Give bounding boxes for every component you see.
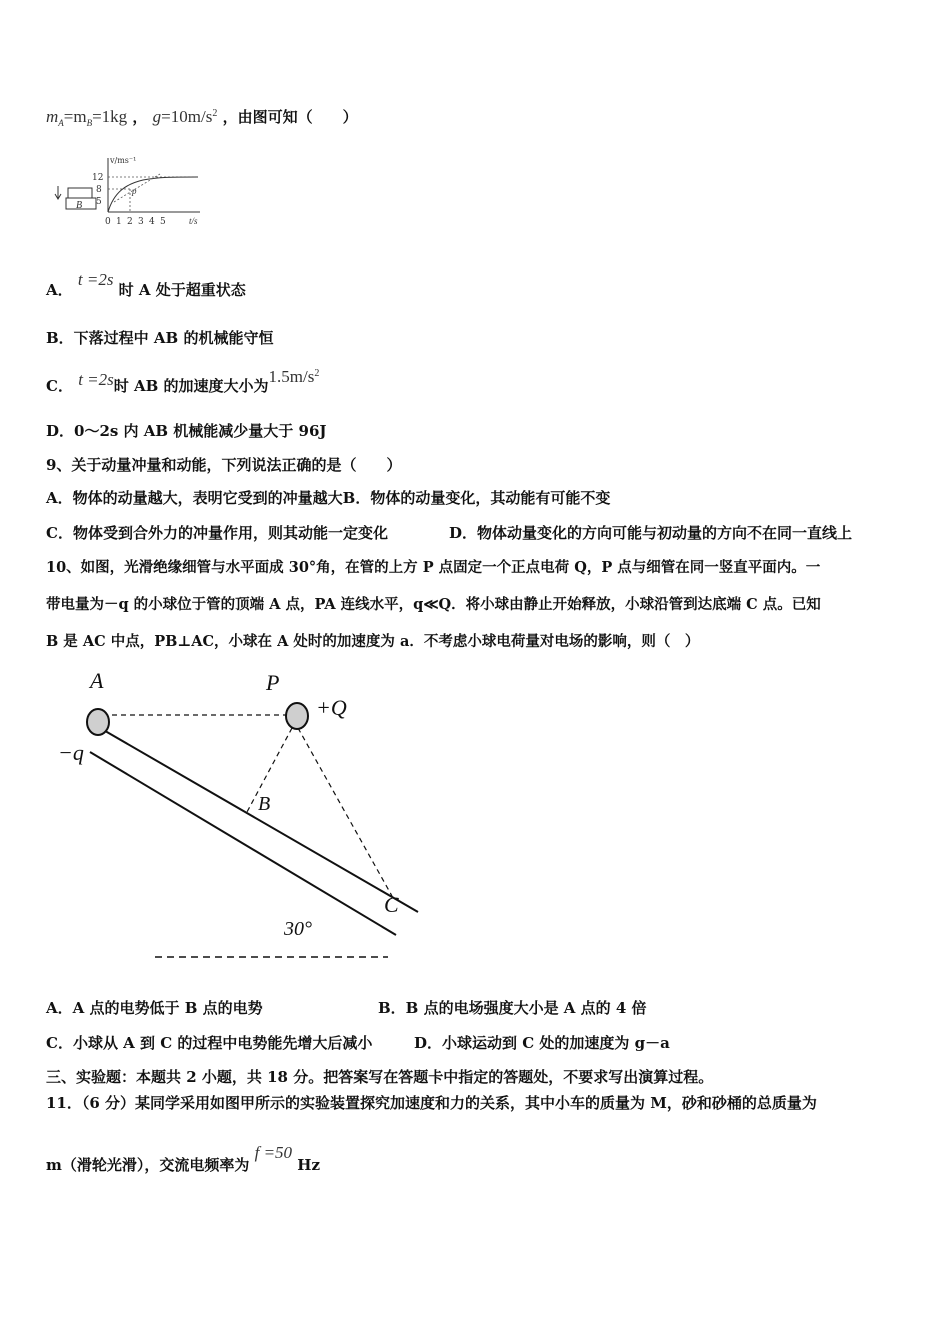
block-label: B (76, 200, 83, 211)
q9-option-a-b: A．物体的动量越大，表明它受到的冲量越大B．物体的动量变化，其动能有可能不变 (46, 489, 611, 507)
q9-option-d: D．物体动量变化的方向可能与初动量的方向不在同一直线上 (449, 524, 853, 542)
q10-option-d: D．小球运动到 C 处的加速度为 g－a (414, 1034, 670, 1052)
label-q-minus: −q (58, 740, 84, 765)
q8-option-c-math: t =2s (78, 370, 114, 389)
mass-b-sub: B (86, 118, 93, 128)
q8-option-b: B．下落过程中 AB 的机械能守恒 (46, 329, 274, 347)
y-tick-8: 8 (96, 185, 102, 195)
g-symbol: g (152, 107, 162, 126)
q11-frequency-math: f =50 (254, 1143, 293, 1162)
q8-option-c-text: 时 AB 的加速度大小为 (113, 377, 269, 395)
q11-unit: Hz (297, 1156, 320, 1174)
q8-option-c-value: 1.5m/s (268, 367, 315, 386)
x-tick-1: 1 (116, 217, 122, 227)
x-tick-4: 4 (149, 217, 155, 227)
g-value: =10m/s (161, 107, 213, 126)
q8-option-a-text: 时 A 处于超重状态 (118, 281, 246, 299)
label-angle: 30° (284, 918, 312, 940)
x-tick-2: 2 (127, 217, 133, 227)
q9-option-c: C．物体受到合外力的冲量作用，则其动能一定变化 (46, 524, 388, 542)
q8-option-a (46, 270, 246, 300)
label-p: P (266, 670, 280, 695)
given-tail: ，由图可知（ ） (222, 108, 358, 126)
label-a: A (90, 668, 104, 693)
tube-lower-line (90, 752, 396, 935)
q11-stem-line2 (46, 1143, 320, 1175)
q10-option-b: B．B 点的电场强度大小是 A 点的 4 倍 (378, 999, 647, 1017)
q10-stem-line1: 10、如图，光滑绝缘细管与水平面成 30°角，在管的上方 P 点固定一个正点电荷 Q，P 点与细管在同一竖直平面内。一 (46, 559, 821, 576)
label-q-plus: +Q (316, 695, 347, 720)
q8-given-line (46, 104, 358, 133)
graph-ylabel: v/ms⁻¹ (110, 156, 137, 165)
q8-option-c (46, 367, 320, 396)
q8-option-d: D．0～2s 内 AB 机械能减少量大于 96J (46, 422, 327, 440)
g-exp: 2 (212, 108, 218, 119)
y-tick-5: 5 (96, 197, 102, 207)
q8-option-c-prefix: C． (46, 377, 73, 395)
velocity-curve (108, 177, 198, 212)
q9-stem: 9、关于动量冲量和动能，下列说法正确的是（ ） (46, 456, 402, 474)
q11-stem-line2-a: m（滑轮光滑），交流电频率为 (46, 1156, 250, 1174)
inclined-tube-figure (40, 660, 440, 970)
x-tick-5: 5 (160, 217, 166, 227)
q10-stem-line3: B 是 AC 中点，PB⊥AC，小球在 A 处时的加速度为 a．不考虑小球电荷量对电场的影响，则（ ） (46, 633, 700, 650)
y-tick-12: 12 (92, 173, 104, 183)
q8-option-c-exp: 2 (314, 368, 320, 379)
section-3-heading: 三、实验题：本题共 2 小题，共 18 分。把答案写在答题卡中指定的答题处，不要求写出演算过程。 (46, 1068, 714, 1086)
mass-eq: =m (63, 107, 87, 126)
point-label: p (132, 186, 137, 196)
x-tick-3: 3 (138, 217, 144, 227)
ball-a (87, 709, 109, 735)
q8-option-a-prefix: A． (46, 281, 73, 299)
block-a-shape (68, 188, 92, 198)
mass-value: =1kg (92, 107, 128, 126)
charge-p (286, 703, 308, 729)
q11-stem-line1: 11．（6 分）某同学采用如图甲所示的实验装置探究加速度和力的关系，其中小车的质量为 M，砂和砂桶的总质量为 (46, 1094, 817, 1112)
q10-option-c: C．小球从 A 到 C 的过程中电势能先增大后减小 (46, 1034, 373, 1052)
velocity-time-graph (48, 152, 218, 232)
graph-xlabel: t/s (189, 216, 198, 226)
tube-upper-line (100, 728, 418, 912)
label-c: C (384, 892, 399, 917)
q10-option-a: A．A 点的电势低于 B 点的电势 (46, 999, 263, 1017)
given-sep: ， (132, 108, 148, 126)
q10-stem-line2: 带电量为－q 的小球位于管的顶端 A 点，PA 连线水平，q≪Q．将小球由静止开始释放，小球沿管到达底端 C 点。已知 (46, 596, 821, 613)
mass-a-symbol: m (46, 107, 59, 126)
mass-a-sub: A (58, 118, 64, 128)
label-b: B (258, 793, 271, 815)
x-tick-0: 0 (105, 217, 111, 227)
q8-option-a-math: t =2s (77, 270, 114, 289)
